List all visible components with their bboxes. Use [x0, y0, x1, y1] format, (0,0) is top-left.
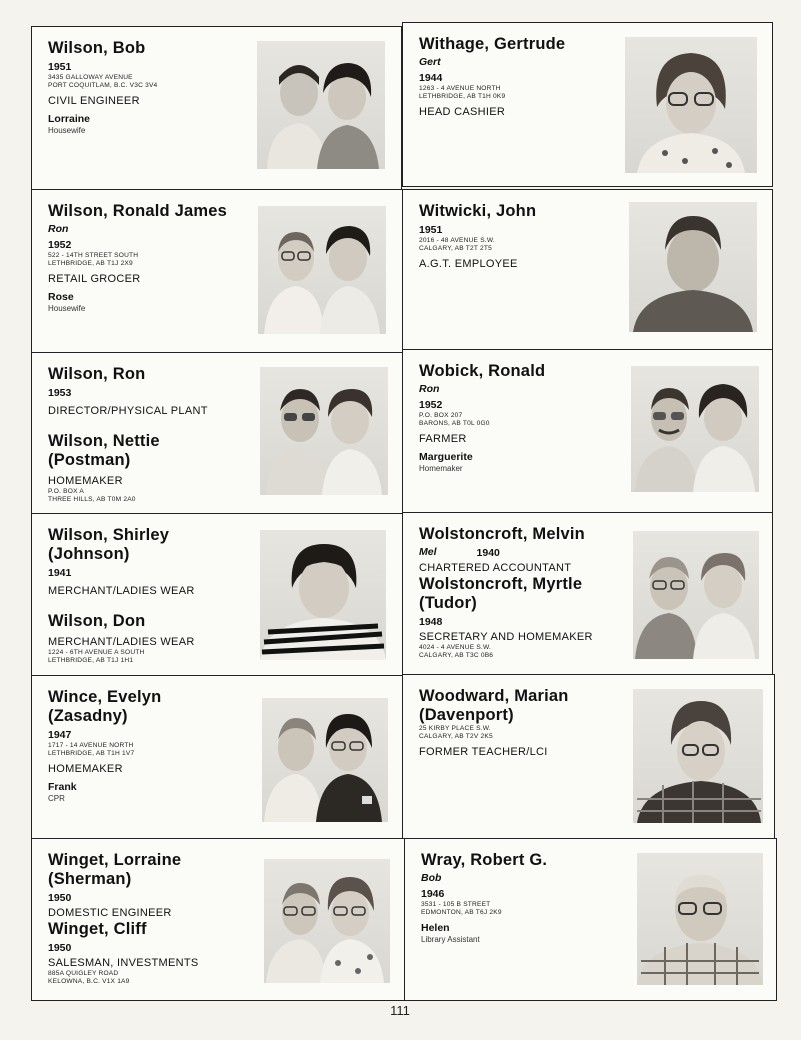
entry-occupation: HOMEMAKER [48, 763, 123, 775]
entry-name: Winget, Lorraine [48, 851, 182, 869]
entry-wilson-bob [31, 26, 402, 191]
entry-maiden-name: (Sherman) [48, 870, 132, 888]
entry-maiden-name: (Tudor) [419, 594, 477, 612]
entry-maiden-name: (Johnson) [48, 545, 130, 563]
entry-year: 1951 [419, 224, 443, 236]
entry-nickname: Mel [419, 546, 437, 558]
entry-nickname: Ron [419, 383, 440, 395]
entry-occupation: DIRECTOR/PHYSICAL PLANT [48, 405, 208, 417]
entry-address-line: PORT COQUITLAM, B.C. V3C 3V4 [48, 82, 158, 89]
entry-address-line: KELOWNA, B.C. V1X 1A9 [48, 978, 130, 985]
entry-wobick-ronald [402, 349, 773, 514]
couple-photo [262, 698, 388, 822]
entry-wilson-shirley [31, 513, 404, 676]
entry-name: Wolstoncroft, Melvin [419, 525, 585, 543]
portrait-photo [637, 853, 763, 985]
entry-year: 1946 [421, 888, 445, 900]
entry-name: Wilson, Ron [48, 365, 146, 383]
entry-occupation: CIVIL ENGINEER [48, 95, 140, 107]
entry-address-line: P.O. BOX 207 [419, 412, 463, 419]
portrait-photo [625, 37, 757, 173]
entry-woodward-marian [402, 674, 775, 839]
entry-name-second: Wilson, Don [48, 612, 146, 630]
entry-occupation: HEAD CASHIER [419, 106, 506, 118]
entry-year: 1951 [48, 61, 72, 73]
entry-spouse: Rose [48, 291, 74, 303]
entry-nickname: Gert [419, 56, 441, 68]
couple-photo [264, 859, 390, 983]
entry-wince-evelyn [31, 675, 404, 840]
couple-photo [633, 531, 759, 659]
entry-spouse-occupation: Housewife [48, 304, 86, 313]
entry-year: 1944 [419, 72, 443, 84]
entry-occupation: A.G.T. EMPLOYEE [419, 258, 518, 270]
entry-year-second: 1948 [419, 616, 443, 628]
entry-name: Withage, Gertrude [419, 35, 566, 53]
entry-spouse: Frank [48, 781, 77, 793]
page-number: 111 [390, 1003, 410, 1018]
entry-spouse-occupation: Library Assistant [421, 935, 480, 944]
entry-spouse: Helen [421, 922, 450, 934]
entry-name-second: Wilson, Nettie [48, 432, 160, 450]
entry-address-line: 522 - 14TH STREET SOUTH [48, 252, 139, 259]
portrait-photo [260, 530, 386, 660]
couple-photo [260, 367, 388, 495]
entry-name: Wilson, Shirley [48, 526, 170, 544]
entry-address-line: 1224 - 6TH AVENUE A SOUTH [48, 649, 145, 656]
entry-address-line: CALGARY, AB T3C 0B6 [419, 652, 494, 659]
couple-photo [258, 206, 386, 334]
entry-spouse: Lorraine [48, 113, 91, 125]
entry-year: 1952 [419, 399, 443, 411]
entry-address-line: CALGARY, AB T2V 2K5 [419, 733, 493, 740]
entry-address-line: 1263 - 4 AVENUE NORTH [419, 85, 501, 92]
couple-photo [257, 41, 385, 169]
entry-occupation-second: MERCHANT/LADIES WEAR [48, 636, 195, 648]
entry-address-line: LETHBRIDGE, AB T1H 0K9 [419, 93, 506, 100]
entry-name: Wilson, Bob [48, 39, 146, 57]
entry-year: 1941 [48, 567, 72, 579]
entry-name: Wilson, Ronald James [48, 202, 227, 220]
entry-maiden-name: (Davenport) [419, 706, 514, 724]
couple-photo [631, 366, 759, 492]
entry-address-line: 4024 - 4 AVENUE S.W. [419, 644, 492, 651]
entry-winget-lorraine [31, 838, 406, 1001]
entry-maiden-name: (Zasadny) [48, 707, 128, 725]
entry-address-line: 3435 GALLOWAY AVENUE [48, 74, 133, 81]
entry-address-line: LETHBRIDGE, AB T1J 1H1 [48, 657, 134, 664]
entry-address-line: 25 KIRBY PLACE S.W. [419, 725, 491, 732]
entry-occupation: FORMER TEACHER/LCI [419, 746, 548, 758]
entry-occupation: FARMER [419, 433, 467, 445]
entry-wilson-ronald-james [31, 189, 404, 354]
entry-address-line: LETHBRIDGE, AB T1H 1V7 [48, 750, 135, 757]
entry-wilson-ron [31, 352, 404, 515]
entry-name-second: Wolstoncroft, Myrtle [419, 575, 583, 593]
entry-year-second: 1950 [48, 942, 72, 954]
entry-address-line: P.O. BOX A [48, 488, 84, 495]
entry-year: 1947 [48, 729, 72, 741]
entry-name: Woodward, Marian [419, 687, 569, 705]
portrait-photo [629, 202, 757, 332]
entry-occupation-second: SALESMAN, INVESTMENTS [48, 957, 199, 969]
entry-name: Witwicki, John [419, 202, 537, 220]
entry-name: Wobick, Ronald [419, 362, 546, 380]
entry-nickname: Bob [421, 872, 442, 884]
entry-address-line: 2016 - 48 AVENUE S.W. [419, 237, 495, 244]
entry-address-line: CALGARY, AB T2T 2T5 [419, 245, 492, 252]
entry-occupation: MERCHANT/LADIES WEAR [48, 585, 195, 597]
entry-address-line: THREE HILLS, AB T0M 2A0 [48, 496, 136, 503]
entry-address-line: BARONS, AB T0L 0G0 [419, 420, 490, 427]
entry-nickname: Ron [48, 223, 69, 235]
entry-occupation-second: SECRETARY AND HOMEMAKER [419, 631, 593, 643]
entry-address-line: 3531 - 105 B STREET [421, 901, 491, 908]
entry-spouse-occupation: Homemaker [419, 464, 463, 473]
entry-withage-gertrude [402, 22, 773, 187]
entry-spouse-occupation: Housewife [48, 126, 86, 135]
entry-name: Wince, Evelyn [48, 688, 162, 706]
entry-year: 1950 [48, 892, 72, 904]
entry-name-second: Winget, Cliff [48, 920, 147, 938]
portrait-photo [633, 689, 763, 823]
entry-witwicki-john [402, 189, 773, 350]
entry-wolstoncroft-melvin [402, 512, 773, 677]
entry-occupation-second: HOMEMAKER [48, 475, 123, 487]
entry-occupation: DOMESTIC ENGINEER [48, 907, 172, 919]
entry-address-line: LETHBRIDGE, AB T1J 2X9 [48, 260, 133, 267]
entry-maiden-name: (Postman) [48, 451, 131, 469]
entry-address-line: EDMONTON, AB T6J 2K9 [421, 909, 502, 916]
entry-occupation: CHARTERED ACCOUNTANT [419, 562, 572, 574]
entry-year: 1952 [48, 239, 72, 251]
entry-wray-robert [404, 838, 777, 1001]
entry-name: Wray, Robert G. [421, 851, 548, 869]
entry-address-line: 1717 - 14 AVENUE NORTH [48, 742, 134, 749]
entry-occupation: RETAIL GROCER [48, 273, 141, 285]
entry-spouse: Marguerite [419, 451, 473, 463]
entry-address-line: 885A QUIGLEY ROAD [48, 970, 119, 977]
entry-spouse-occupation: CPR [48, 794, 65, 803]
entry-year: 1940 [476, 547, 500, 559]
entry-year: 1953 [48, 387, 72, 399]
